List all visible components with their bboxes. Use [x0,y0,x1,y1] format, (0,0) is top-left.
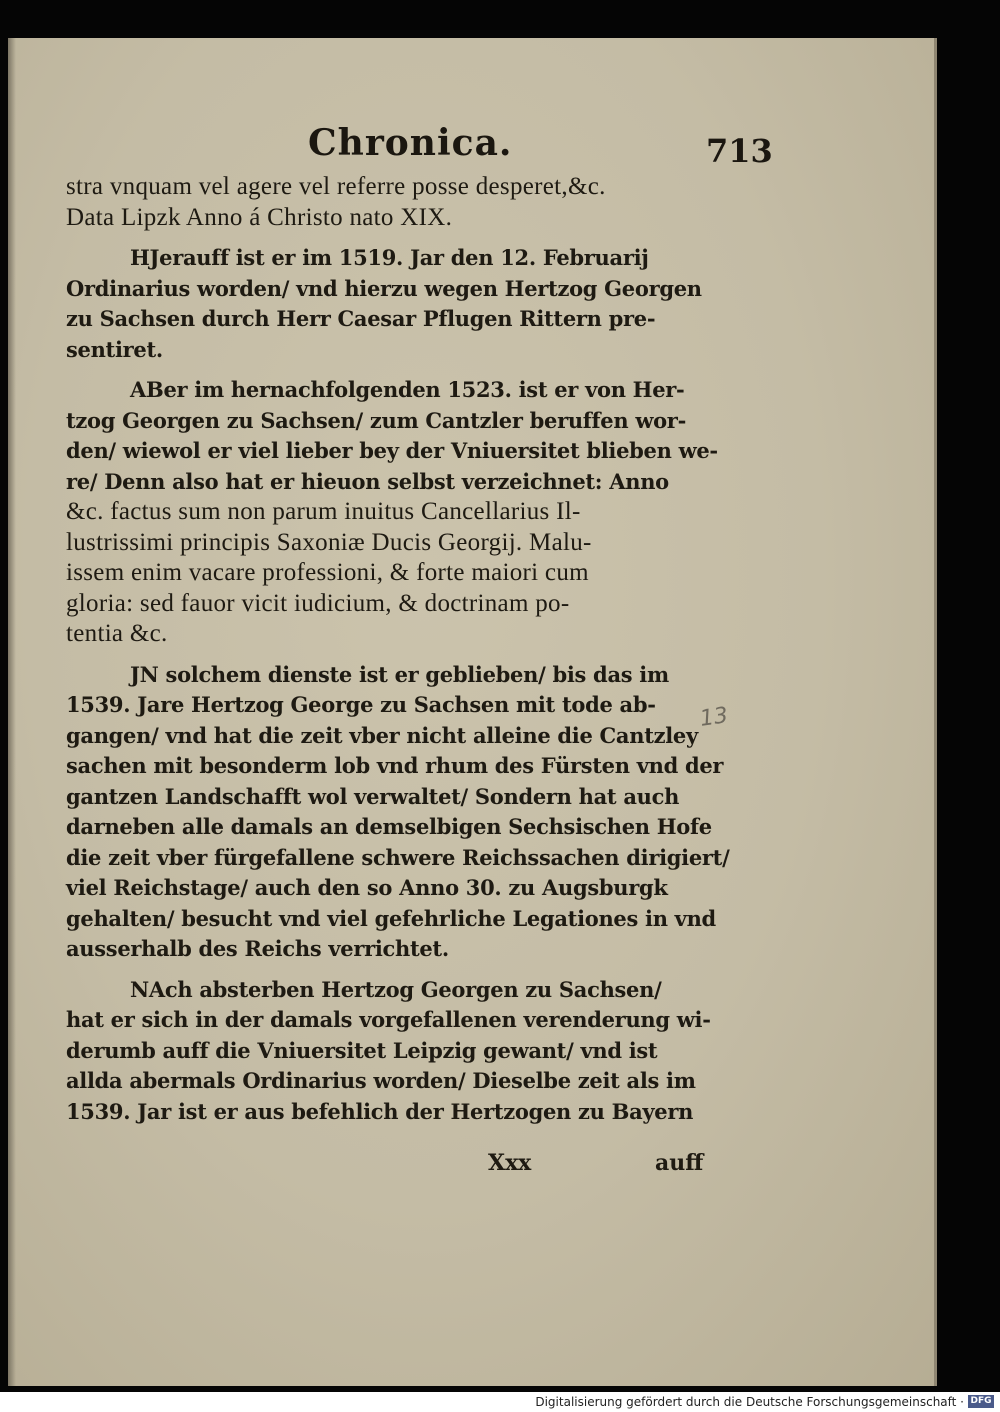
signature-mark: Xxx [488,1150,532,1176]
text-line: lustrissimi principis Saxoniæ Ducis Georgij. Malu- [66,528,592,556]
paragraph [66,975,711,1128]
handwritten-margin-note: 13 [698,703,730,732]
text-line: HJerauff ist er im 1519. Jar den 12. Februarij [130,245,649,270]
paragraph-gap [66,233,706,243]
text-line: re/ Denn also hat er hieuon selbst verzeichnet: Anno [66,468,669,494]
text-line: viel Reichstage/ auch den so Anno 30. zu Augsburgk [66,875,668,900]
paragraph-gap [66,965,706,975]
text-line: gloria: sed fauor vicit iudicium, & doctrinam po- [66,589,570,617]
paragraph [66,172,706,233]
text-line: sentiret. [66,336,163,362]
text-line: 1539. Jar ist er aus befehlich der Hertzogen zu Bayern [66,1098,694,1124]
text-line: ausserhalb des Reichs verrichtet. [66,936,449,961]
text-line: gehalten/ besucht vnd viel gefehrliche Legationes in vnd [66,905,716,931]
paragraph [66,375,718,650]
text-line: tzog Georgen zu Sachsen/ zum Cantzler beruffen wor- [66,407,686,433]
text-line: den/ wiewol er viel lieber bey der Vniuersitet blieben we- [66,438,718,463]
text-line: gangen/ vnd hat die zeit vber nicht alleine die Cantzley [66,722,698,748]
text-line: gantzen Landschafft wol verwaltet/ Sondern hat auch [66,783,680,809]
text-line: 1539. Jare Hertzog George zu Sachsen mit tode ab- [66,692,656,717]
paragraph [66,243,706,365]
funding-credit: Digitalisierung gefördert durch die Deutsche Forschungsgemeinschaft · [535,1395,964,1409]
text-line: darneben alle damals an demselbigen Sechsischen Hofe [66,814,712,839]
text-line: hat er sich in der damals vorgefallenen verenderung wi- [66,1007,711,1032]
page-header [308,122,773,172]
text-line: tentia &c. [66,620,168,647]
text-line: die zeit vber fürgefallene schwere Reichssachen dirigiert/ [66,844,730,870]
text-line: stra vnquam vel agere vel referre posse desperet,&c. [66,173,606,200]
dfg-logo-icon: DFG [968,1395,994,1408]
running-head: Chronica. [308,122,513,164]
text-line: Data Lipzk Anno á Christo nato XIX. [66,203,453,231]
text-line: allda abermals Ordinarius worden/ Dieselbe zeit als im [66,1068,696,1093]
text-line: Ordinarius worden/ vnd hierzu wegen Hertzog Georgen [66,275,702,301]
text-line: JN solchem dienste ist er geblieben/ bis das im [130,661,669,687]
text-line: zu Sachsen durch Herr Caesar Pflugen Rittern pre- [66,306,656,331]
text-line: NAch absterben Hertzog Georgen zu Sachsen/ [130,976,662,1002]
text-line: sachen mit besonderm lob vnd rhum des Fürsten vnd der [66,753,724,778]
text-line: issem enim vacare professioni, & forte maiori cum [66,559,589,586]
digitization-footer [0,1392,1000,1412]
text-line: ABer im hernachfolgenden 1523. ist er von Her- [130,377,685,402]
catchword: auff [655,1150,704,1176]
page-gutter-shadow [8,38,16,1386]
page-number: 713 [706,132,773,170]
text-line: derumb auff die Vniuersitet Leipzig gewant/ vnd ist [66,1037,658,1063]
text-line: &c. factus sum non parum inuitus Cancellarius Il- [66,498,581,525]
paragraph-gap [66,365,706,375]
paragraph-gap [66,650,706,660]
